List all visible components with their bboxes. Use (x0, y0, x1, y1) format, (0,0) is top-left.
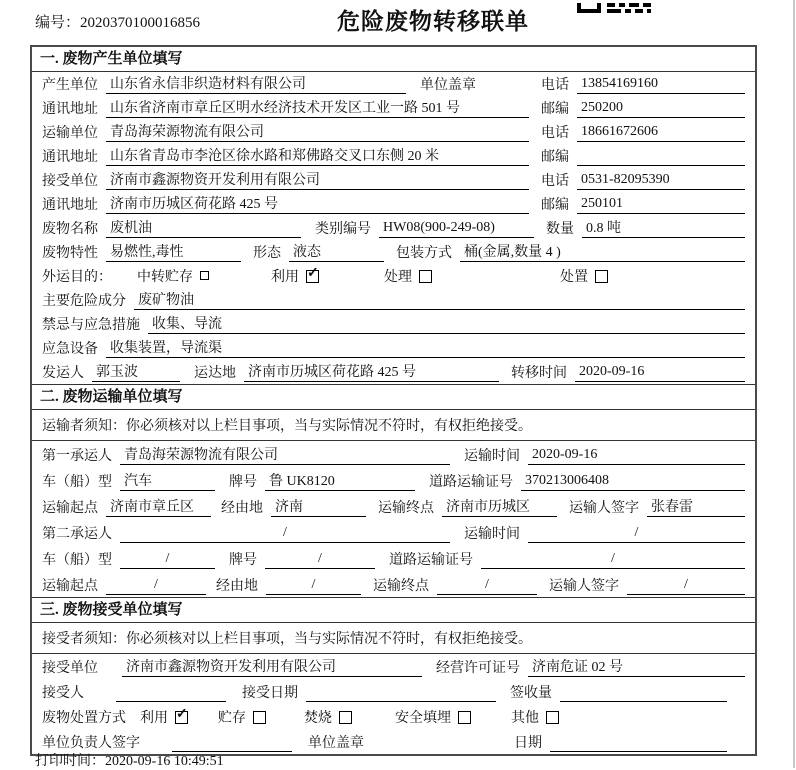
waste-form-label: 形态 (253, 246, 281, 261)
manifest-form (30, 45, 757, 756)
section-transporter (32, 384, 755, 597)
row-vehicle2 (32, 545, 755, 571)
doc-number-label: 编号： (35, 15, 81, 31)
hazard-value: 废矿物油 (134, 289, 745, 310)
receiver-label: 接受单位 (42, 174, 98, 189)
section-receiver (32, 597, 755, 754)
qr-code-fragment-icon (577, 0, 651, 18)
transfer-time-label: 转移时间 (511, 366, 567, 381)
vehicle1-cert-label: 道路运输证号 (429, 475, 513, 490)
checkbox-icon (253, 711, 266, 724)
accept-unit-value: 济南市鑫源物资开发利用有限公司 (122, 656, 422, 677)
responsible-sign-label: 单位负责人签字 (42, 736, 140, 751)
route1-end-label: 运输终点 (378, 501, 434, 516)
row-waste-name (32, 216, 755, 240)
purpose-option-treat: 处理 (384, 266, 432, 286)
row-producer-address (32, 96, 755, 120)
purpose-option-dispose: 处置 (560, 266, 608, 286)
accept-date-label: 接受日期 (242, 686, 298, 701)
disposal-option-landfill: 安全填埋 (395, 707, 471, 727)
carrier2-time-label: 运输时间 (464, 527, 520, 542)
carrier2-value: / (120, 525, 450, 543)
row-emergency-measures (32, 312, 755, 336)
carrier1-value: 青岛海荣源物流有限公司 (120, 444, 450, 465)
disposal-option-incinerate: 焚烧 (304, 707, 352, 727)
emergency-measures-value: 收集、导流 (148, 313, 745, 334)
route1-sign-value: 张春雷 (647, 496, 745, 517)
dispatcher-label: 发运人 (42, 366, 84, 381)
transporter-phone-label: 电话 (541, 126, 569, 141)
disposal-option-other: 其他 (511, 707, 559, 727)
waste-qty-label: 数量 (546, 222, 574, 237)
waste-category-label: 类别编号 (315, 222, 371, 237)
checkbox-icon (595, 270, 608, 283)
emergency-equipment-label: 应急设备 (42, 342, 98, 357)
route2-start-value: / (106, 577, 206, 595)
dispatcher-value: 郭玉波 (92, 361, 180, 382)
license-label: 经营许可证号 (436, 661, 520, 676)
section3-title: 三. 废物接受单位填写 (32, 597, 755, 623)
carrier2-time-value: / (528, 525, 745, 543)
section2-title: 二. 废物运输单位填写 (32, 384, 755, 410)
route2-end-label: 运输终点 (373, 579, 429, 594)
carrier1-label: 第一承运人 (42, 449, 112, 464)
waste-form-value: 液态 (289, 241, 384, 262)
producer-phone-value: 13854169160 (577, 76, 745, 94)
producer-address-value: 山东省济南市章丘区明水经济技术开发区工业一路 501 号 (106, 97, 529, 118)
row-transporter (32, 120, 755, 144)
row-emergency-equipment (32, 336, 755, 360)
receiver-phone-label: 电话 (541, 174, 569, 189)
disposal-option-utilize: 利用 ✓ (140, 707, 188, 727)
waste-category-value: HW08(900-249-08) (379, 220, 534, 238)
checkbox-icon (339, 711, 352, 724)
row-receiver-address (32, 192, 755, 216)
receiver-zip-label: 邮编 (541, 198, 569, 213)
vehicle2-cert-value: / (481, 551, 745, 569)
vehicle1-plate-label: 牌号 (229, 475, 257, 490)
route2-sign-value: / (627, 577, 745, 595)
emergency-equipment-value: 收集装置，导流渠 (106, 337, 745, 358)
route2-start-label: 运输起点 (42, 579, 98, 594)
transporter-address-label: 通讯地址 (42, 150, 98, 165)
purpose-option-utilize: 利用 ✓ (271, 266, 319, 286)
receiver-address-value: 济南市历城区荷花路 425 号 (106, 193, 529, 214)
row-receiver (32, 168, 755, 192)
producer-zip-label: 邮编 (541, 102, 569, 117)
section-producer (32, 47, 755, 384)
row-route2 (32, 571, 755, 597)
row-dispatch (32, 360, 755, 384)
producer-address-label: 通讯地址 (42, 102, 98, 117)
transporter-zip-value (577, 148, 745, 166)
vehicle2-cert-label: 道路运输证号 (389, 553, 473, 568)
destination-value: 济南市历城区荷花路 425 号 (244, 361, 499, 382)
producer-value: 山东省永信非织造材料有限公司 (106, 73, 406, 94)
acceptor-value (116, 684, 226, 702)
doc-number (35, 11, 200, 32)
row-producer (32, 72, 755, 96)
row-vehicle1 (32, 467, 755, 493)
waste-name-value: 废机油 (106, 217, 301, 238)
carrier1-time-label: 运输时间 (464, 449, 520, 464)
transporter-label: 运输单位 (42, 126, 98, 141)
acceptor-label: 接受人 (42, 686, 84, 701)
vehicle1-plate-value: 鲁 UK8120 (265, 470, 415, 491)
route1-via-value: 济南 (271, 496, 366, 517)
receiver-phone-value: 0531-82095390 (577, 172, 745, 190)
row-carrier1 (32, 441, 755, 467)
sign-date-label: 日期 (514, 736, 542, 751)
checkbox-icon (200, 271, 209, 280)
accept-date-value (306, 684, 496, 702)
vehicle2-type-label: 车（船）型 (42, 553, 112, 568)
receiver-zip-value: 250101 (577, 196, 745, 214)
unit-seal-label: 单位盖章 (308, 736, 364, 751)
vehicle2-type-value: / (120, 551, 215, 569)
vehicle2-plate-value: / (265, 551, 375, 569)
checkbox-icon (175, 711, 188, 724)
route2-via-label: 经由地 (216, 579, 258, 594)
print-time-value: 2020-09-16 10:49:51 (105, 754, 224, 769)
transporter-address-value: 山东省青岛市李沧区徐水路和郑佛路交叉口东侧 20 米 (106, 145, 529, 166)
doc-number-value: 2020370100016856 (80, 15, 201, 31)
waste-qty-value: 0.8 吨 (582, 217, 745, 238)
producer-phone-label: 电话 (541, 78, 569, 93)
vehicle2-plate-label: 牌号 (229, 553, 257, 568)
route2-via-value: / (266, 577, 361, 595)
waste-name-label: 废物名称 (42, 222, 98, 237)
emergency-measures-label: 禁忌与应急措施 (42, 318, 140, 333)
accept-unit-label: 接受单位 (42, 661, 98, 676)
license-value: 济南危证 02 号 (528, 656, 745, 677)
waste-prop-label: 废物特性 (42, 246, 98, 261)
row-transporter-address (32, 144, 755, 168)
packaging-label: 包装方式 (396, 246, 452, 261)
row-accept-unit (32, 654, 755, 679)
disposal-label: 废物处置方式 (42, 711, 126, 726)
route1-sign-label: 运输人签字 (569, 501, 639, 516)
vehicle1-cert-value: 370213006408 (521, 473, 745, 491)
transporter-value: 青岛海荣源物流有限公司 (106, 121, 529, 142)
purpose-option-transfer-storage: 中转贮存 (137, 266, 209, 286)
route1-end-value: 济南市历城区 (442, 496, 557, 517)
checkbox-icon (546, 711, 559, 724)
print-time (35, 750, 224, 770)
received-qty-value (560, 684, 727, 702)
vehicle1-type-label: 车（船）型 (42, 475, 112, 490)
producer-label: 产生单位 (42, 78, 98, 93)
hazard-label: 主要危险成分 (42, 294, 126, 309)
sign-date-value (550, 734, 727, 752)
route1-start-label: 运输起点 (42, 501, 98, 516)
transfer-time-value: 2020-09-16 (575, 364, 745, 382)
receiver-notice: 接受者须知：你必须核对以上栏目事项，当与实际情况不符时，有权拒绝接受。 (32, 623, 755, 654)
purpose-label: 外运目的： (42, 270, 112, 285)
destination-label: 运达地 (194, 366, 236, 381)
packaging-value: 桶(金属,数量 4 ) (460, 241, 745, 262)
section1-title: 一. 废物产生单位填写 (32, 47, 755, 72)
row-disposal-method (32, 704, 755, 729)
checkbox-icon (458, 711, 471, 724)
route1-via-label: 经由地 (221, 501, 263, 516)
route2-end-value: / (437, 577, 537, 595)
route2-sign-label: 运输人签字 (549, 579, 619, 594)
seal-label: 单位盖章 (420, 78, 476, 93)
transporter-notice: 运输者须知：你必须核对以上栏目事项，当与实际情况不符时，有权拒绝接受。 (32, 410, 755, 441)
waste-prop-value: 易燃性,毒性 (106, 241, 241, 262)
row-waste-properties (32, 240, 755, 264)
row-purpose (32, 264, 755, 288)
route1-start-value: 济南市章丘区 (106, 496, 211, 517)
row-carrier2 (32, 519, 755, 545)
producer-zip-value: 250200 (577, 100, 745, 118)
vehicle1-type-value: 汽车 (120, 470, 215, 491)
transporter-phone-value: 18661672606 (577, 124, 745, 142)
received-qty-label: 签收量 (510, 686, 552, 701)
row-hazard-components (32, 288, 755, 312)
page-edge-divider (793, 0, 795, 768)
row-acceptor (32, 679, 755, 704)
receiver-address-label: 通讯地址 (42, 198, 98, 213)
checkbox-icon (419, 270, 432, 283)
carrier2-label: 第二承运人 (42, 527, 112, 542)
disposal-option-store: 贮存 (218, 707, 266, 727)
page-title: 危险废物转移联单 (337, 9, 529, 34)
print-time-label: 打印时间： (35, 754, 105, 769)
transporter-zip-label: 邮编 (541, 150, 569, 165)
receiver-value: 济南市鑫源物资开发利用有限公司 (106, 169, 529, 190)
row-route1 (32, 493, 755, 519)
carrier1-time-value: 2020-09-16 (528, 447, 745, 465)
checkbox-icon (306, 270, 319, 283)
